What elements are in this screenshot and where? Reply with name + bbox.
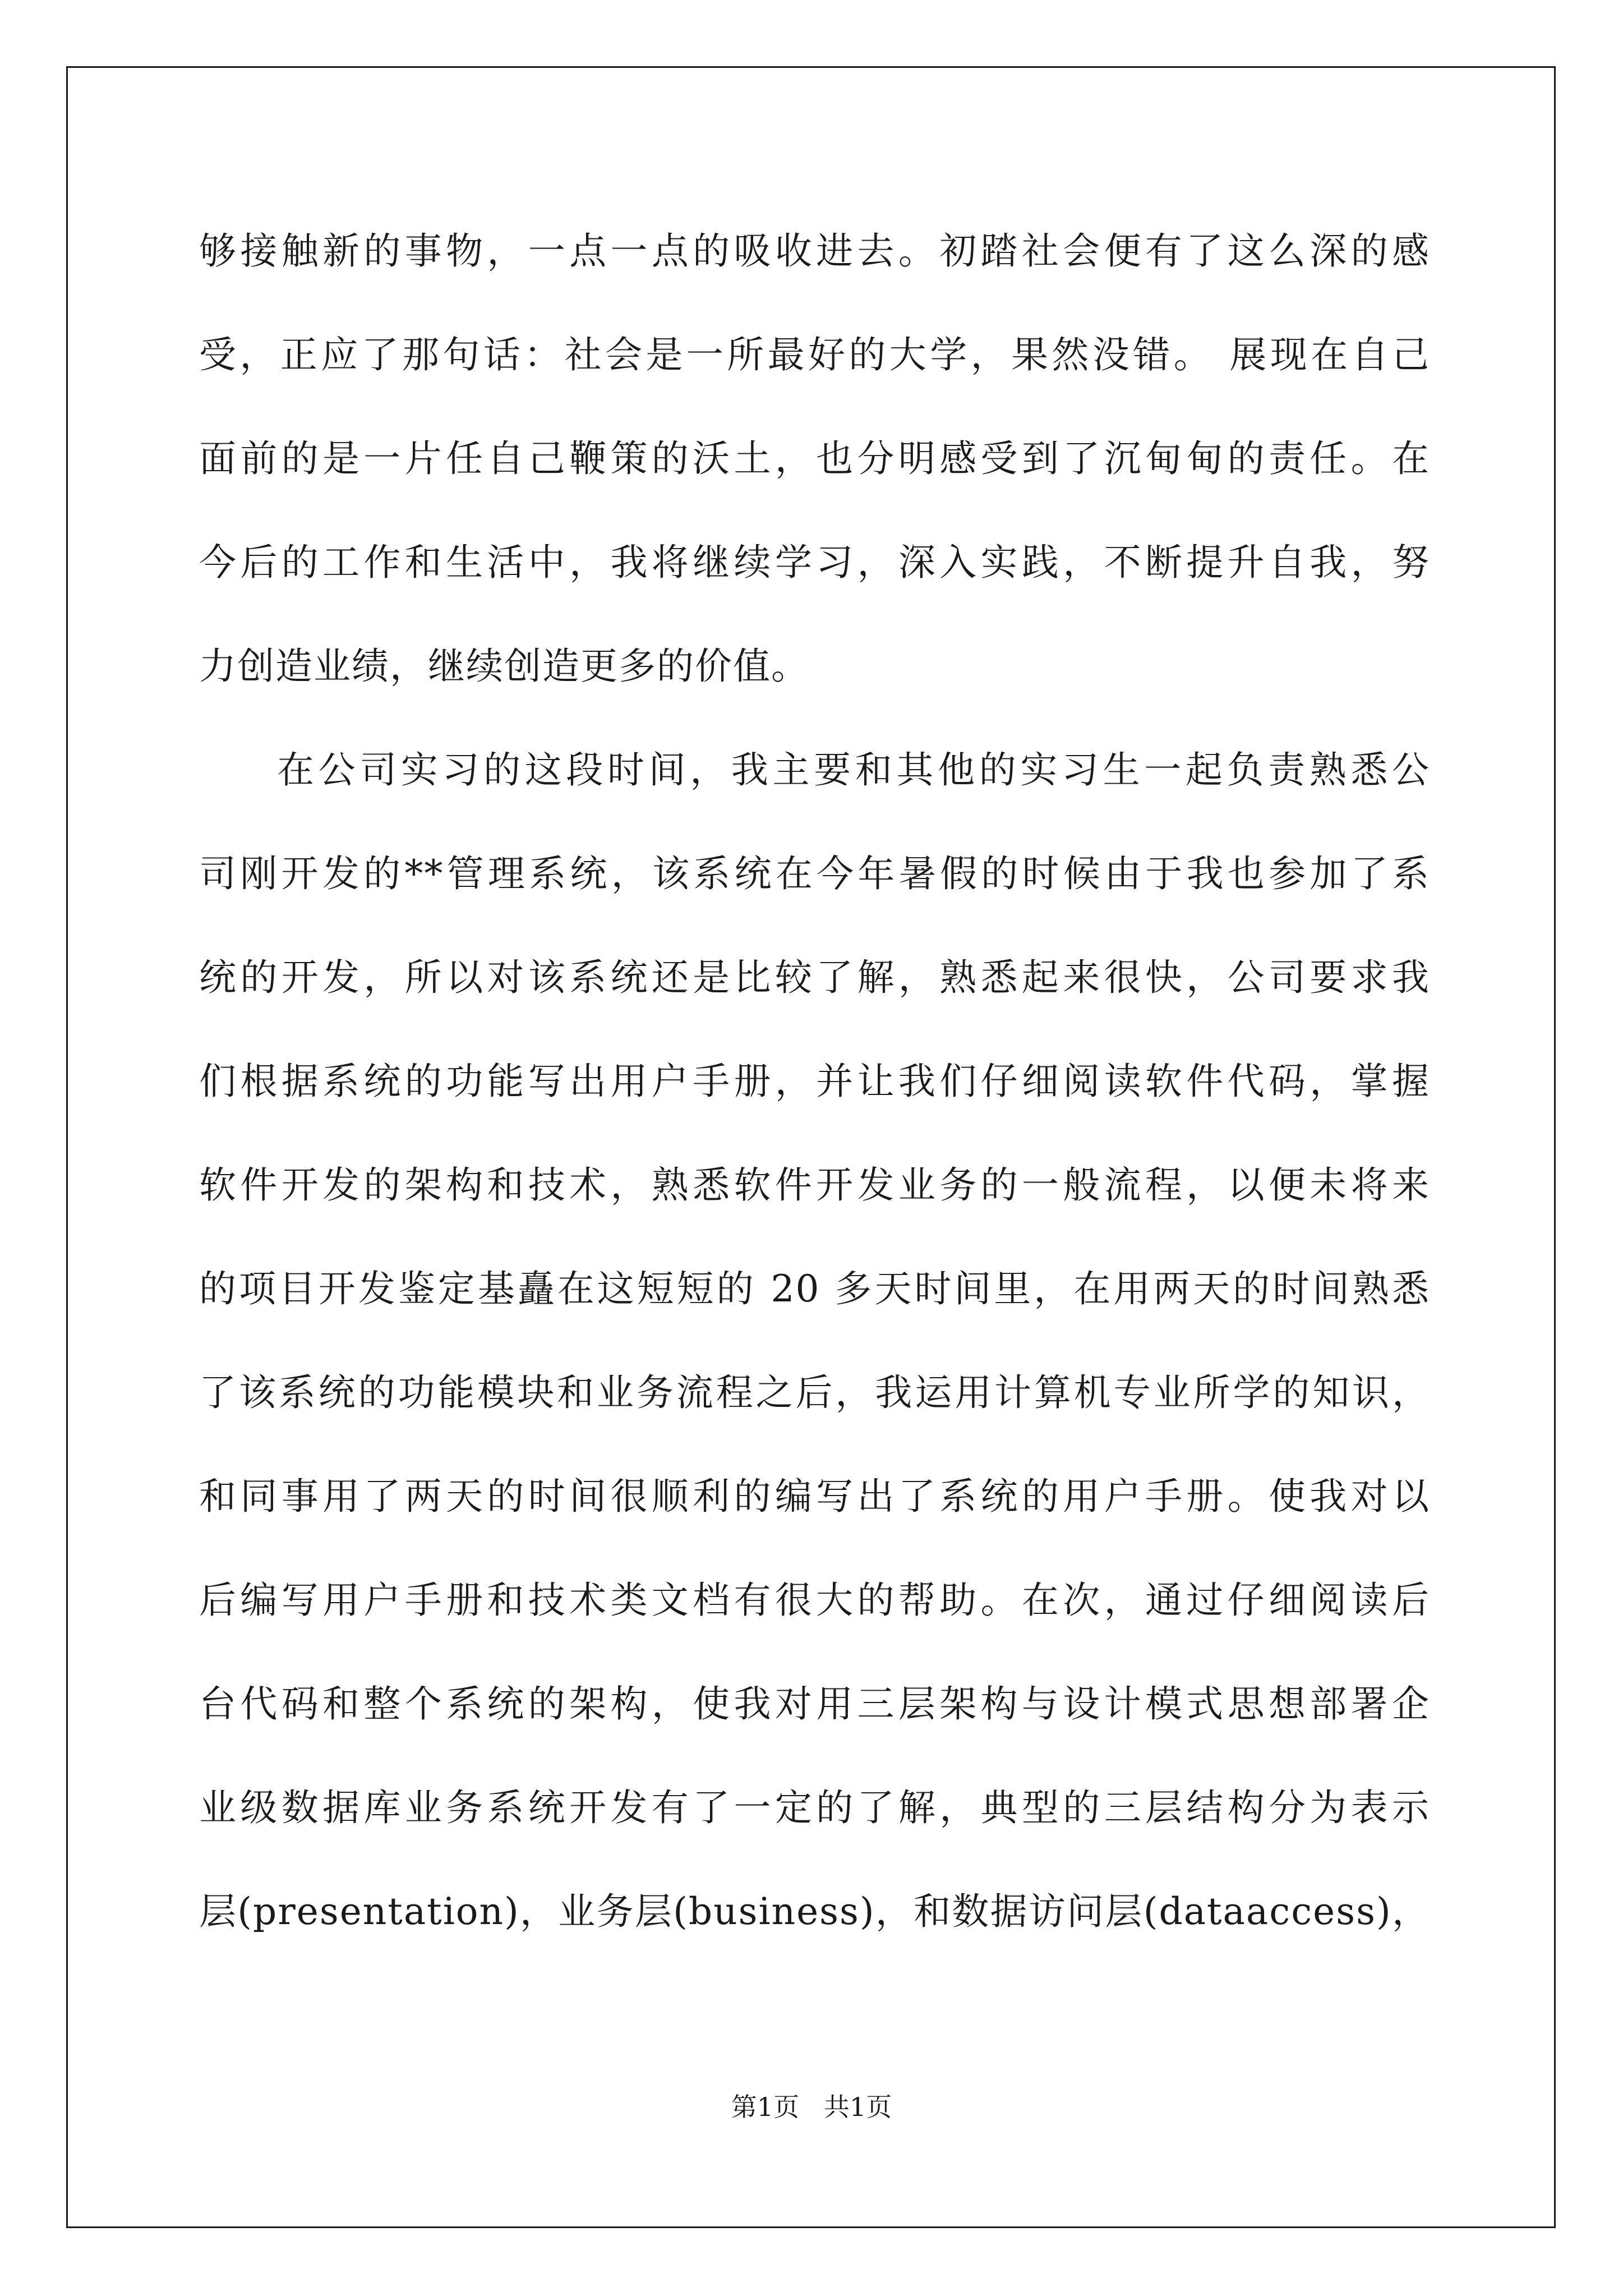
text-line-5: 力创造业绩，继续创造更多的价值。 — [199, 645, 809, 688]
text-line-2: 受，正应了那句话：社会是一所最好的大学，果然没错。 展现在自己 — [199, 333, 1430, 376]
text-line-10: 软件开发的架构和技术，熟悉软件开发业务的一般流程，以便未将来 — [199, 1163, 1430, 1207]
text-line-1: 够接触新的事物，一点一点的吸收进去。初踏社会便有了这么深的感 — [199, 229, 1430, 273]
text-line-8: 统的开发，所以对该系统还是比较了解，熟悉起来很快，公司要求我 — [199, 956, 1430, 999]
text-line-16: 业级数据库业务系统开发有了一定的了解，典型的三层结构分为表示 — [199, 1786, 1430, 1829]
text-line-7: 司刚开发的**管理系统，该系统在今年暑假的时候由于我也参加了系 — [199, 852, 1430, 895]
text-line-13: 和同事用了两天的时间很顺利的编写出了系统的用户手册。使我对以 — [199, 1475, 1430, 1518]
text-line-11: 的项目开发鉴定基矗在这短短的 20 多天时间里，在用两天的时间熟悉 — [199, 1267, 1430, 1310]
text-line-14: 后编写用户手册和技术类文档有很大的帮助。在次，通过仔细阅读后 — [199, 1579, 1430, 1622]
page-footer: 第1页 共1页 — [731, 2092, 892, 2122]
text-line-4: 今后的工作和生活中，我将继续学习，深入实践，不断提升自我，努 — [199, 541, 1430, 584]
paragraph-2-first-line: 在公司实习的这段时间，我主要和其他的实习生一起负责熟悉公 — [277, 748, 1430, 792]
text-line-12: 了该系统的功能模块和业务流程之后，我运用计算机专业所学的知识， — [199, 1371, 1430, 1414]
text-line-3: 面前的是一片任自己鞭策的沃土，也分明感受到了沉甸甸的责任。在 — [199, 437, 1430, 480]
text-line-17: 层(presentation)，业务层(business)，和数据访问层(dataaccess)， — [199, 1890, 1430, 1933]
text-line-9: 们根据系统的功能写出用户手册，并让我们仔细阅读软件代码，掌握 — [199, 1060, 1430, 1103]
text-line-15: 台代码和整个系统的架构，使我对用三层架构与设计模式思想部署企 — [199, 1682, 1430, 1726]
